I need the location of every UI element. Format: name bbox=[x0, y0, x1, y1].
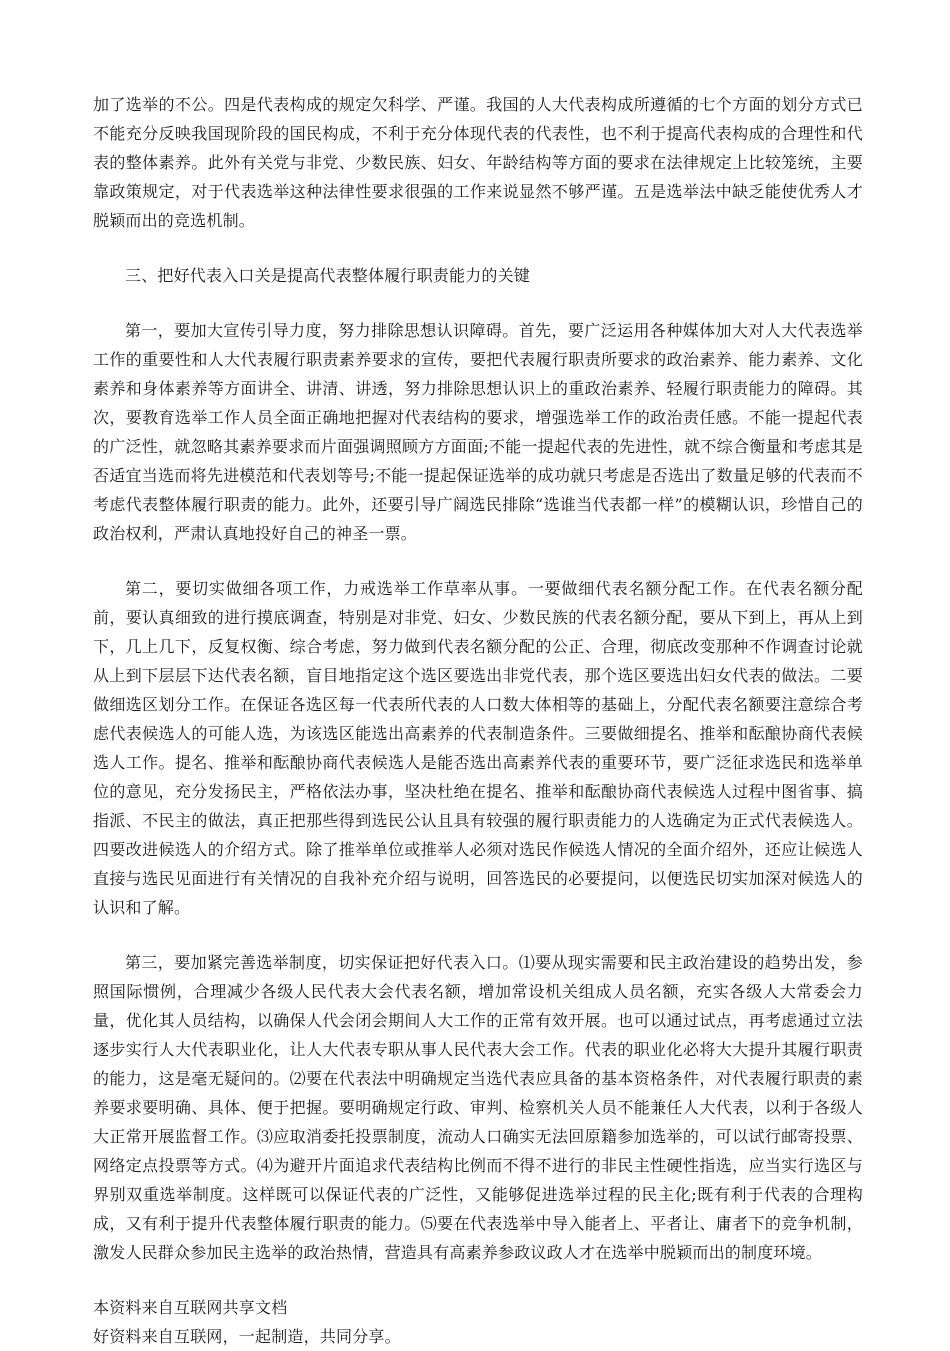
document-footer bbox=[93, 1293, 863, 1351]
footer-share-line: 好资料来自互联网，一起制造，共同分享。 bbox=[93, 1327, 401, 1346]
section-heading: 三、把好代表入口关是提高代表整体履行职责能力的关键 bbox=[125, 266, 531, 285]
paragraph-third: 第三，要加紧完善选举制度，切实保证把好代表入口。⑴要从现实需要和民主政治建设的趋势出发，参照国际惯例，合理减少各级人民代表大会代表名额，增加常设机关组成人员名额，充实各级人大常委会力量，优化其人员结构，以确保人代会闭会期间人大工作的正常有效开展。也可以通过试点，再考虑通过立法逐步实行人大代表职业化，让人大代表专职从事人民代表大会工作。代表的职业化必将大大提升其履行职责的能力，这是毫无疑问的。⑵要在代表法中明确规定当选代表应具备的基本资格条件，对代表履行职责的素养要求要明确、具体、便于把握。要明确规定行政、审判、检察机关人员不能兼任人大代表，以利于各级人大正常开展监督工作。⑶应取消委托投票制度，流动人口确实无法回原籍参加选举的，可以试行邮寄投票、网络定点投票等方式。⑷为避开片面追求代表结构比例而不得不进行的非民主性硬性指选，应当实行选区与界别双重选举制度。这样既可以保证代表的广泛性，又能够促进选举过程的民主化;既有利于代表的合理构成，又有利于提升代表整体履行职责的能力。⑸要在代表选举中导入能者上、平者让、庸者下的竞争机制，激发人民群众参加民主选举的政治热情，营造具有高素养参政议政人才在选举中脱颖而出的制度环境。 bbox=[93, 953, 863, 1262]
paragraph-second: 第二，要切实做细各项工作，力戒选举工作草率从事。一要做细代表名额分配工作。在代表名额分配前，要认真细致的进行摸底调查，特别是对非党、妇女、少数民族的代表名额分配，要从下到上，再从上到下，几上几下，反复权衡、综合考虑，努力做到代表名额分配的公正、合理，彻底改变那种不作调查讨论就从上到下层层下达代表名额，盲目地指定这个选区要选出非党代表，那个选区要选出妇女代表的做法。二要做细选区划分工作。在保证各选区每一代表所代表的人口数大体相等的基础上，分配代表名额要注意综合考虑代表候选人的可能人选，为该选区能选出高素养的代表制造条件。三要做细提名、推举和酝酿协商代表候选人工作。提名、推举和酝酿协商代表候选人是能否选出高素养代表的重要环节，要广泛征求选民和选举单位的意见，充分发扬民主，严格依法办事，坚决杜绝在提名、推举和酝酿协商代表候选人过程中图省事、搞指派、不民主的做法，真正把那些得到选民公认且具有较强的履行职责能力的人选确定为正式代表候选人。四要改进候选人的介绍方式。除了推举单位或推举人必须对选民作候选人情况的全面介绍外，还应让候选人直接与选民见面进行有关情况的自我补充介绍与说明，回答选民的必要提问，以便选民切实加深对候选人的认识和了解。 bbox=[93, 579, 863, 917]
document-page bbox=[93, 90, 863, 1351]
footer-source-line: 本资料来自互联网共享文档 bbox=[93, 1298, 288, 1317]
paragraph-first: 第一，要加大宣传引导力度，努力排除思想认识障碍。首先，要广泛运用各种媒体加大对人大代表选举工作的重要性和人大代表履行职责素养要求的宣传，要把代表履行职责所要求的政治素养、能力素养、文化素养和身体素养等方面讲全、讲清、讲透，努力排除思想认识上的重政治素养、轻履行职责能力的障碍。其次，要教育选举工作人员全面正确地把握对代表结构的要求，增强选举工作的政治责任感。不能一提起代表的广泛性，就忽略其素养要求而片面强调照顾方方面面;不能一提起代表的先进性，就不综合衡量和考虑其是否适宜当选而将先进模范和代表划等号;不能一提起保证选举的成功就只考虑是否选出了数量足够的代表而不考虑代表整体履行职责的能力。此外，还要引导广阔选民排除“选谁当代表都一样”的模糊认识，珍惜自己的政治权利，严肃认真地投好自己的神圣一票。 bbox=[93, 321, 863, 543]
paragraph-continuation: 加了选举的不公。四是代表构成的规定欠科学、严谨。我国的人大代表构成所遵循的七个方面的划分方式已不能充分反映我国现阶段的国民构成，不利于充分体现代表的代表性，也不利于提高代表构成的合理性和代表的整体素养。此外有关党与非党、少数民族、妇女、年龄结构等方面的要求在法律规定上比较笼统，主要靠政策规定，对于代表选举这种法律性要求很强的工作来说显然不够严谨。五是选举法中缺乏能使优秀人才脱颖而出的竞选机制。 bbox=[93, 95, 863, 230]
